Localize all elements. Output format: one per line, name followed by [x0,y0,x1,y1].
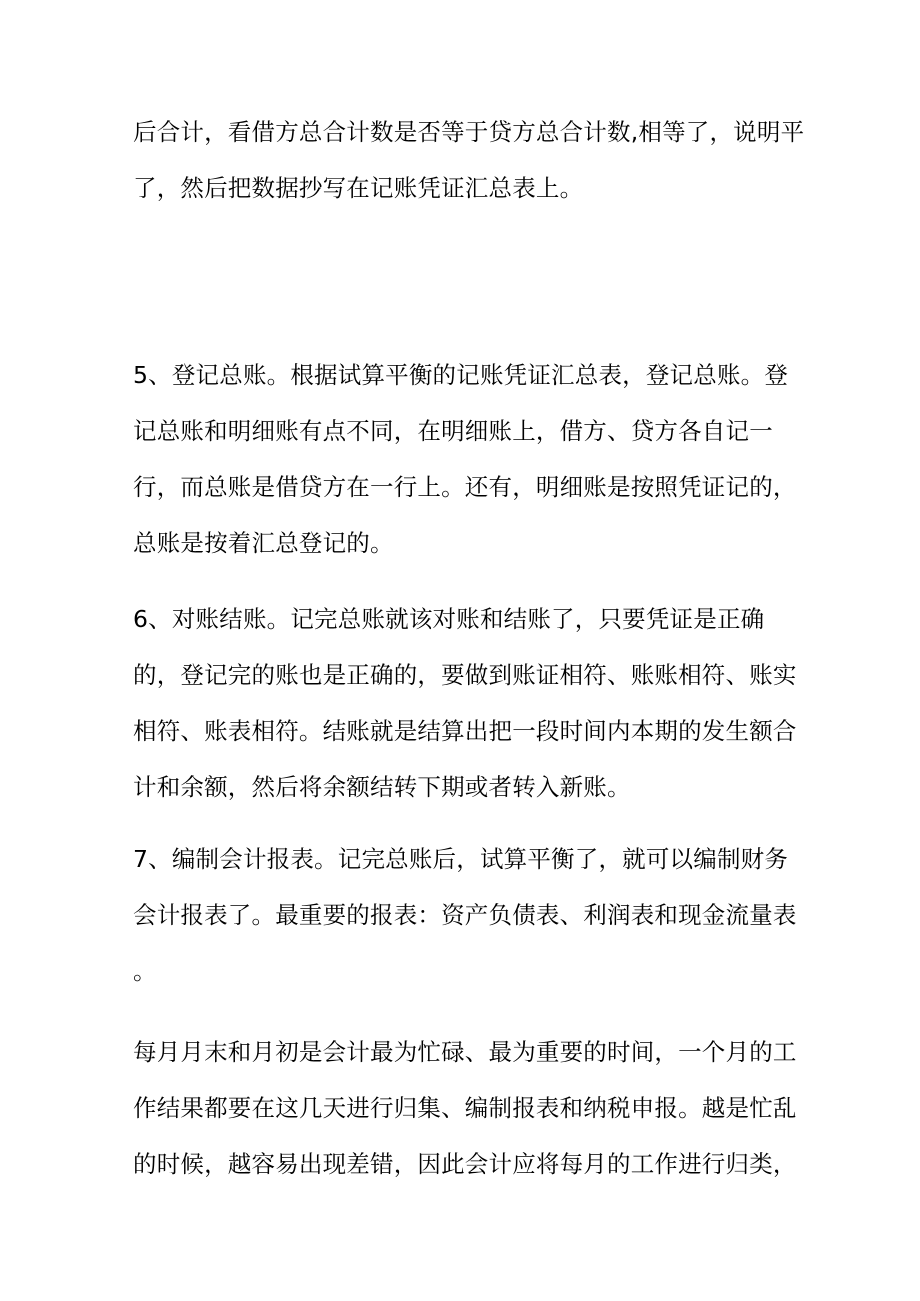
paragraph-month-end [133,1037,813,1205]
text-line: 每月月末和月初是会计最为忙碌、最为重要的时间，一个月的工 [133,1038,797,1066]
text-line: 了，然后把数据抄写在记账凭证汇总表上。 [133,174,584,202]
text-line: 。 [133,957,157,985]
text-line: 6、对账结账。记完总账就该对账和结账了，只要凭证是正确 [133,605,765,633]
text-line: 5、登记总账。根据试算平衡的记账凭证汇总表，登记总账。登 [133,361,789,389]
text-line: 的，登记完的账也是正确的，要做到账证相符、账账相符、账实 [133,661,797,689]
text-line: 记总账和明细账有点不同，在明细账上，借方、贷方各自记一 [133,417,773,445]
paragraph-step-7 [133,844,813,1012]
text-line: 总账是按着汇总登记的。 [133,529,394,557]
text-line: 的时候，越容易出现差错，因此会计应将每月的工作进行归类， [133,1150,797,1178]
paragraph-step-5 [133,360,813,584]
text-line: 会计报表了。最重要的报表：资产负债表、利润表和现金流量表 [133,901,797,929]
paragraph-intro-continuation [133,117,813,229]
text-line: 行，而总账是借贷方在一行上。还有，明细账是按照凭证记的， [133,473,797,501]
paragraph-step-6 [133,604,813,828]
text-line: 后合计，看借方总合计数是否等于贷方总合计数,相等了，说明平 [133,118,805,146]
text-line: 相符、账表相符。结账就是结算出把一段时间内本期的发生额合 [133,717,797,745]
text-line: 作结果都要在这几天进行归集、编制报表和纳税申报。越是忙乱 [133,1094,797,1122]
text-line: 7、编制会计报表。记完总账后，试算平衡了，就可以编制财务 [133,845,789,873]
text-line: 计和余额，然后将余额结转下期或者转入新账。 [133,773,631,801]
